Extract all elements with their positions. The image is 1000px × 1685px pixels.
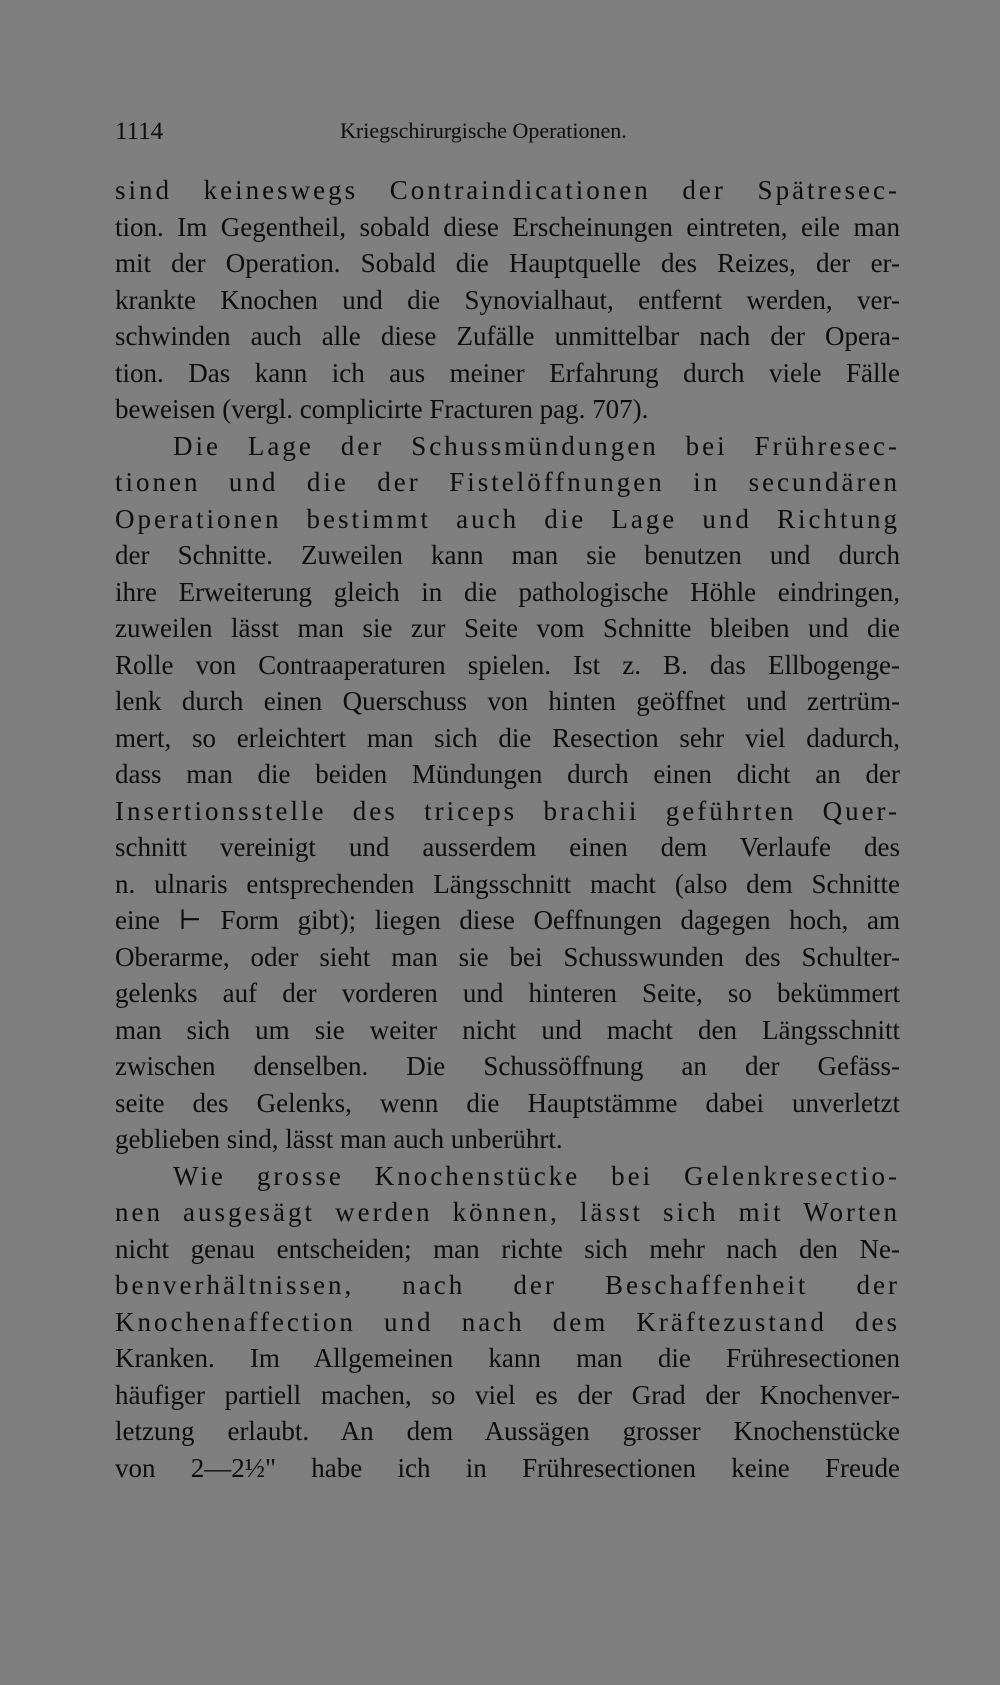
text-line: nicht genau entscheiden; man richte sich mehr nach den Ne- [115, 1233, 900, 1264]
text-line: häufiger partiell machen, so viel es der Grad der Knochenver- [115, 1379, 900, 1410]
text-line: mert, so erleichtert man sich die Resection sehr viel dadurch, [115, 722, 900, 753]
text-line: der Schnitte. Zuweilen kann man sie benutzen und durch [115, 540, 900, 570]
text-line: gelenks auf der vorderen und hinteren Seite, so bekümmert [115, 978, 900, 1008]
text-line: krankte Knochen und die Synovialhaut, entfernt werden, ver- [115, 284, 900, 315]
page-header [115, 118, 905, 148]
text-line: eine ⊢ Form gibt); liegen diese Oeffnungen dagegen hoch, am [115, 905, 900, 935]
text-line: Kranken. Im Allgemeinen kann man die Frühresectionen [115, 1343, 900, 1373]
text-line: Die Lage der Schussmündungen bei Frühresec- [173, 430, 900, 461]
text-line: n. ulnaris entsprechenden Längsschnitt macht (also dem Schnitte [115, 868, 900, 899]
body-text [115, 172, 900, 1486]
text-line: schnitt vereinigt und ausserdem einen dem Verlaufe des [115, 832, 900, 862]
text-line: von 2—2½" habe ich in Frühresectionen keine Freude [115, 1452, 900, 1483]
text-line: Knochenaffection und nach dem Kräftezustand des [115, 1306, 900, 1337]
text-line: Wie grosse Knochenstücke bei Gelenkresectio- [173, 1160, 900, 1191]
text-line: man sich um sie weiter nicht und macht den Längsschnitt [115, 1014, 900, 1045]
text-line: beweisen (vergl. complicirte Fracturen pag. 707). [115, 394, 649, 424]
page-number: 1114 [115, 118, 164, 145]
text-line: seite des Gelenks, wenn die Hauptstämme dabei unverletzt [115, 1087, 900, 1118]
text-line: sind keineswegs Contraindicationen der Spätresec- [115, 175, 900, 205]
text-line: nen ausgesägt werden können, lässt sich mit Worten [115, 1197, 900, 1227]
text-line: mit der Operation. Sobald die Hauptquelle des Reizes, der er- [115, 248, 900, 278]
running-title: Kriegschirurgische Operationen. [340, 118, 627, 143]
text-line: geblieben sind, lässt man auch unberührt. [115, 1124, 563, 1154]
text-line: Oberarme, oder sieht man sie bei Schusswunden des Schulter- [115, 941, 900, 972]
text-line: tionen und die der Fistelöffnungen in secundären [115, 467, 900, 497]
text-line: tion. Das kann ich aus meiner Erfahrung durch viele Fälle [115, 357, 900, 388]
text-line: letzung erlaubt. An dem Aussägen grosser Knochenstücke [115, 1416, 900, 1446]
text-line: Rolle von Contraaperaturen spielen. Ist z. B. das Ellbogenge- [115, 649, 900, 680]
text-line: Operationen bestimmt auch die Lage und Richtung [115, 503, 900, 534]
text-line: zwischen denselben. Die Schussöffnung an der Gefäss- [115, 1051, 900, 1081]
text-line: dass man die beiden Mündungen durch einen dicht an der [115, 759, 900, 789]
text-line: Insertionsstelle des triceps brachii geführten Quer- [115, 795, 900, 826]
text-line: zuweilen lässt man sie zur Seite vom Schnitte bleiben und die [115, 613, 900, 643]
text-line: lenk durch einen Querschuss von hinten geöffnet und zertrüm- [115, 686, 900, 716]
text-line: schwinden auch alle diese Zufälle unmittelbar nach der Opera- [115, 321, 900, 351]
text-line: ihre Erweiterung gleich in die pathologische Höhle eindringen, [115, 576, 900, 607]
text-line: benverhältnissen, nach der Beschaffenheit der [115, 1270, 900, 1300]
text-line: tion. Im Gegentheil, sobald diese Erscheinungen eintreten, eile man [115, 211, 900, 242]
